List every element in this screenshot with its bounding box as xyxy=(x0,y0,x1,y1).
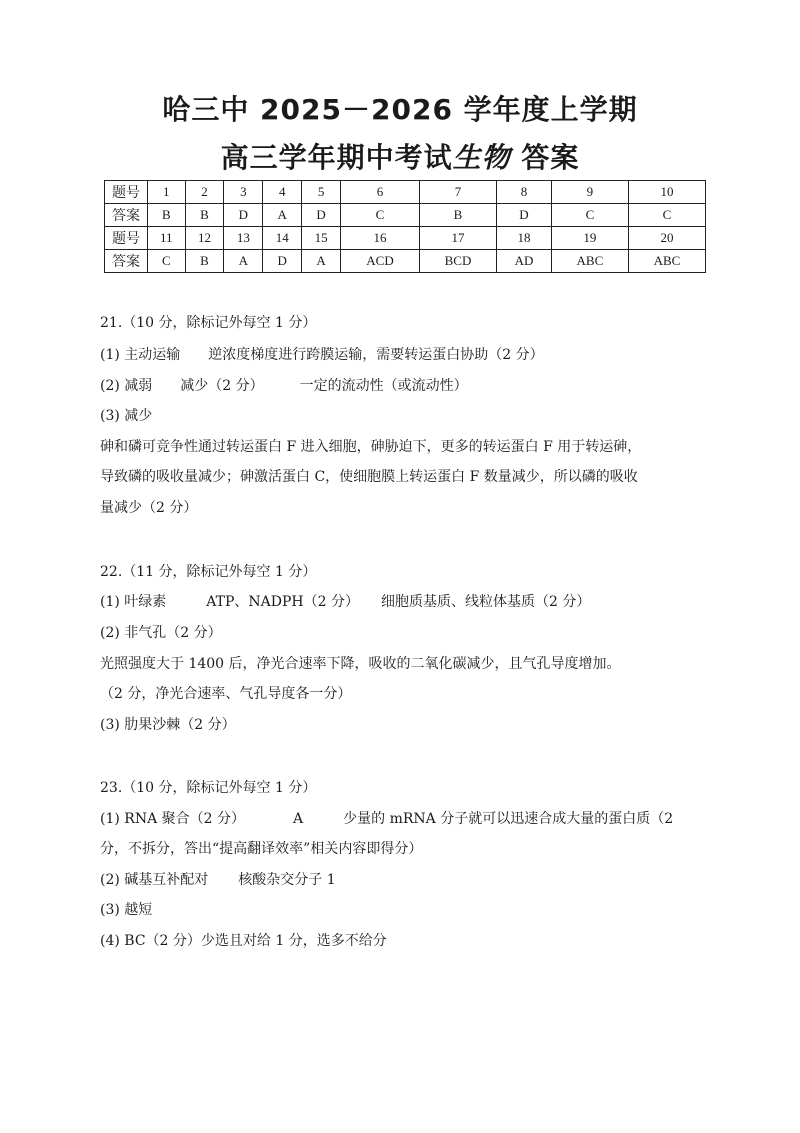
q21-explanation-2: 导致磷的吸收量减少；砷激活蛋白 C，使细胞膜上转运蛋白 F 数量减少，所以磷的吸收 xyxy=(100,469,638,485)
q23-answer-2b: 核酸杂交分子 1 xyxy=(238,872,336,888)
q23-answer-3: (3) 越短 xyxy=(100,902,153,918)
table-cell: 6 xyxy=(341,181,420,204)
answer-table xyxy=(104,180,706,273)
q22-answer-1 xyxy=(100,591,590,611)
q23-answer-1c: 少量的 mRNA 分子就可以迅速合成大量的蛋白质（2 xyxy=(343,811,674,827)
q21-explanation-1: 砷和磷可竞争性通过转运蛋白 F 进入细胞，砷胁迫下，更多的转运蛋白 F 用于转运砷， xyxy=(100,439,642,455)
table-cell: B xyxy=(185,204,224,227)
table-cell: B xyxy=(185,250,224,273)
table-cell: A xyxy=(224,250,263,273)
q23-answer-4: (4) BC（2 分）少选且对给 1 分，选多不给分 xyxy=(100,933,387,949)
table-cell: 8 xyxy=(497,181,552,204)
row-label: 题号 xyxy=(105,227,148,250)
q23-answer-1a: (1) RNA 聚合（2 分） xyxy=(100,811,245,827)
table-cell: 11 xyxy=(148,227,186,250)
table-cell: A xyxy=(302,250,341,273)
table-cell: D xyxy=(302,204,341,227)
q23-answer-2a: (2) 碱基互补配对 xyxy=(100,872,209,888)
table-cell: BCD xyxy=(420,250,497,273)
table-cell: ABC xyxy=(628,250,705,273)
table-cell: D xyxy=(497,204,552,227)
table-cell: 5 xyxy=(302,181,341,204)
q22-explanation-2: （2 分，净光合速率、气孔导度各一分） xyxy=(100,686,352,702)
table-cell: A xyxy=(263,204,302,227)
q22-answer-1c: 细胞质基质、线粒体基质（2 分） xyxy=(380,594,591,610)
table-cell: ABC xyxy=(551,250,628,273)
table-cell: 1 xyxy=(148,181,186,204)
row-label: 答案 xyxy=(105,250,148,273)
title-subject: 生物 xyxy=(452,141,511,174)
q21-answer-2 xyxy=(100,375,468,395)
table-cell: AD xyxy=(497,250,552,273)
q21-answer-2c: 一定的流动性（或流动性） xyxy=(299,378,468,394)
table-row xyxy=(105,181,706,204)
table-cell: C xyxy=(341,204,420,227)
table-cell: 16 xyxy=(341,227,420,250)
table-cell: 18 xyxy=(497,227,552,250)
table-cell: 20 xyxy=(628,227,705,250)
q21-explanation-3: 量减少（2 分） xyxy=(100,500,198,516)
title-suffix: 答案 xyxy=(521,141,580,174)
q22-answer-1b: ATP、NADPH（2 分） xyxy=(206,594,359,610)
row-label: 答案 xyxy=(105,204,148,227)
table-cell: C xyxy=(551,204,628,227)
q21-answer-2a: (2) 减弱 xyxy=(100,378,153,394)
table-row xyxy=(105,250,706,273)
q21-answer-3: (3) 减少 xyxy=(100,408,153,424)
q21-answer-2b: 减少（2 分） xyxy=(180,378,264,394)
q21-answer-1b: 逆浓度梯度进行跨膜运输，需要转运蛋白协助（2 分） xyxy=(208,347,544,363)
table-cell: 13 xyxy=(224,227,263,250)
q22-answer-1a: (1) 叶绿素 xyxy=(100,594,167,610)
table-row xyxy=(105,227,706,250)
page-title-line1: 哈三中 2025－2026 学年度上学期 xyxy=(162,93,638,126)
q21-answer-1 xyxy=(100,344,544,364)
q23-answer-1b: A xyxy=(293,811,304,827)
q21-answer-1a: (1) 主动运输 xyxy=(100,347,181,363)
table-cell: 7 xyxy=(420,181,497,204)
q22-heading: 22.（11 分，除标记外每空 1 分） xyxy=(100,564,317,580)
table-cell: 15 xyxy=(302,227,341,250)
table-cell: D xyxy=(224,204,263,227)
table-cell: B xyxy=(148,204,186,227)
q23-answer-2 xyxy=(100,869,336,889)
table-cell: ACD xyxy=(341,250,420,273)
table-cell: 2 xyxy=(185,181,224,204)
q22-answer-2: (2) 非气孔（2 分） xyxy=(100,625,222,641)
table-cell: 17 xyxy=(420,227,497,250)
table-cell: 14 xyxy=(263,227,302,250)
row-label: 题号 xyxy=(105,181,148,204)
table-cell: 3 xyxy=(224,181,263,204)
table-cell: C xyxy=(628,204,705,227)
title-prefix: 高三学年期中考试 xyxy=(220,141,453,174)
table-cell: 19 xyxy=(551,227,628,250)
table-cell: 10 xyxy=(628,181,705,204)
table-row xyxy=(105,204,706,227)
q23-answer-1-continued: 分，不拆分，答出“提高翻译效率”相关内容即得分） xyxy=(100,841,423,857)
q23-answer-1 xyxy=(100,808,673,828)
page-title-line2 xyxy=(0,136,800,176)
table-cell: B xyxy=(420,204,497,227)
table-cell: D xyxy=(263,250,302,273)
table-cell: 9 xyxy=(551,181,628,204)
q21-heading: 21.（10 分，除标记外每空 1 分） xyxy=(100,315,317,331)
table-cell: 4 xyxy=(263,181,302,204)
q23-heading: 23.（10 分，除标记外每空 1 分） xyxy=(100,780,317,796)
q22-answer-3: (3) 肋果沙棘（2 分） xyxy=(100,717,236,733)
q22-explanation-1: 光照强度大于 1400 后，净光合速率下降，吸收的二氧化碳减少，且气孔导度增加。 xyxy=(100,656,621,672)
table-cell: C xyxy=(148,250,186,273)
table-cell: 12 xyxy=(185,227,224,250)
